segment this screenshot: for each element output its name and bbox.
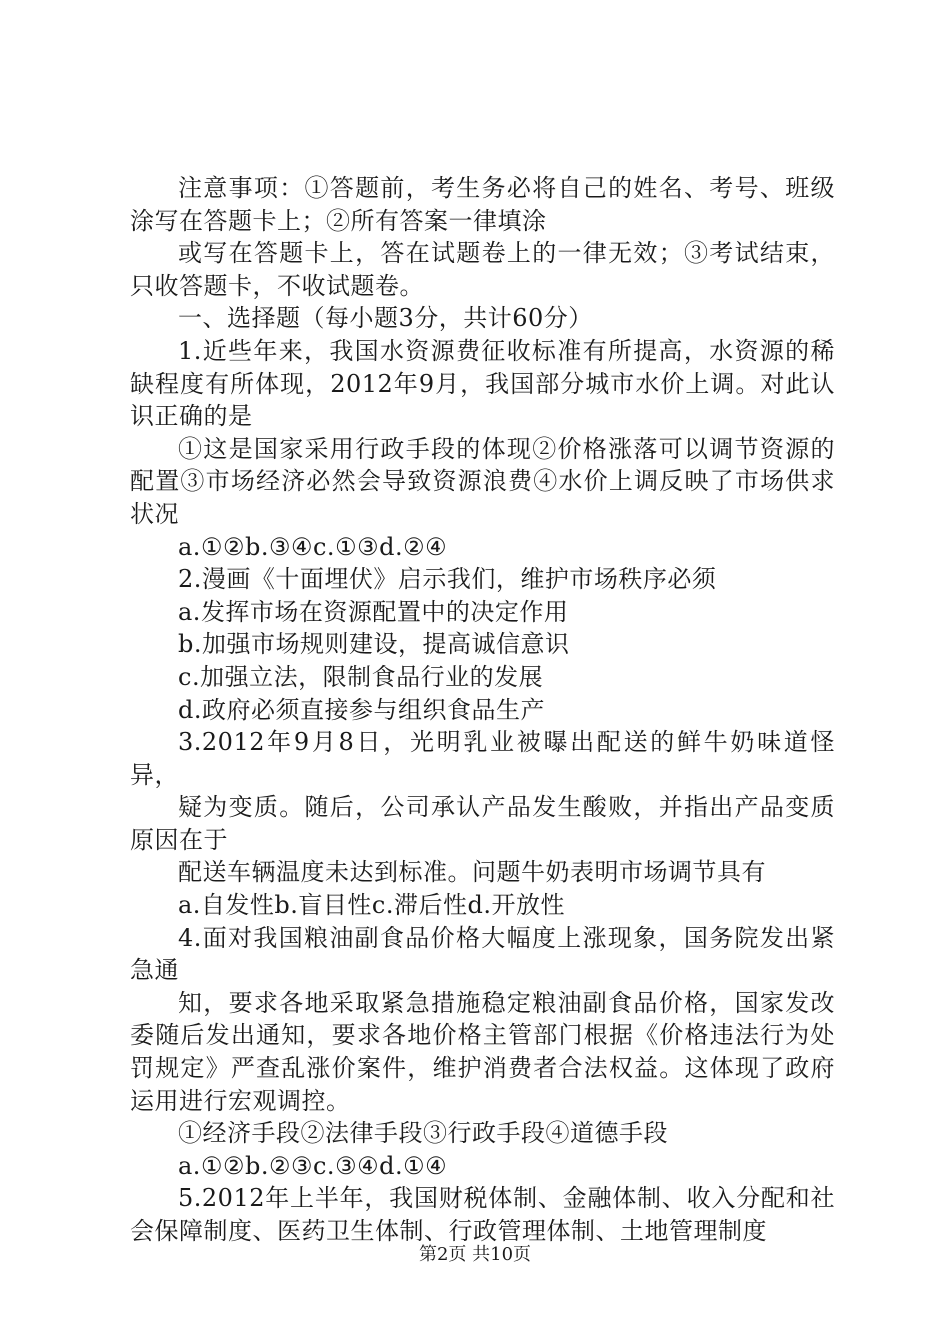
question-2-option-d: d.政府必须直接参与组织食品生产 [178,695,545,724]
question-4: 4.面对我国粮油副食品价格大幅度上涨现象，国务院发出紧急通 [130,923,835,985]
question-3-continued-1: 疑为变质。随后，公司承认产品发生酸败，并指出产品变质原因在于 [130,793,835,854]
question-4-statements: ①经济手段②法律手段③行政手段④道德手段 [178,1119,668,1148]
question-3-options: a.自发性b.盲目性c.滞后性d.开放性 [178,891,565,920]
question-1-options: a.①②b.③④c.①③d.②④ [178,532,448,561]
question-2: 2.漫画《十面埋伏》启示我们，维护市场秩序必须 [178,565,717,594]
question-2-option-b: b.加强市场规则建设，提高诚信意识 [178,630,570,659]
paragraph-notice-1: 注意事项：①答题前，考生务必将自己的姓名、考号、班级涂写在答题卡上；②所有答案一律填涂 [130,174,835,235]
question-5: 5.2012年上半年，我国财税体制、金融体制、收入分配和社会保障制度、医药卫生体制、行政管理体制、土地管理制度 [130,1184,835,1245]
question-1: 1.近些年来，我国水资源费征收标准有所提高，水资源的稀缺程度有所体现，2012年9月，我国部分城市水价上调。对此认识正确的是 [130,336,835,431]
paragraph-notice-2: 或写在答题卡上，答在试题卷上的一律无效；③考试结束，只收答题卡，不收试题卷。 [130,239,835,300]
question-4-continued: 知，要求各地采取紧急措施稳定粮油副食品价格，国家发改委随后发出通知，要求各地价格主管部门根据《价格违法行为处罚规定》严查乱涨价案件，维护消费者合法权益。这体现了政府运用进行宏观调控。 [130,988,835,1115]
question-2-option-a: a.发挥市场在资源配置中的决定作用 [178,597,569,626]
document-body [130,172,835,1248]
question-3: 3.2012年9月8日，光明乳业被曝出配送的鲜牛奶味道怪异， [130,728,835,789]
page-number-label: 第2页 共10页 [418,1244,532,1265]
question-1-statements: ①这是国家采用行政手段的体现②价格涨落可以调节资源的配置③市场经济必然会导致资源浪费④水价上调反映了市场供求状况 [130,434,835,528]
question-4-options: a.①②b.②③c.③④d.①④ [178,1151,448,1180]
question-3-continued-2: 配送车辆温度未达到标准。问题牛奶表明市场调节具有 [178,858,766,887]
page-footer [0,1240,950,1266]
section-heading: 一、选择题（每小题3分，共计60分） [178,304,593,333]
question-2-option-c: c.加强立法，限制食品行业的发展 [178,662,544,691]
